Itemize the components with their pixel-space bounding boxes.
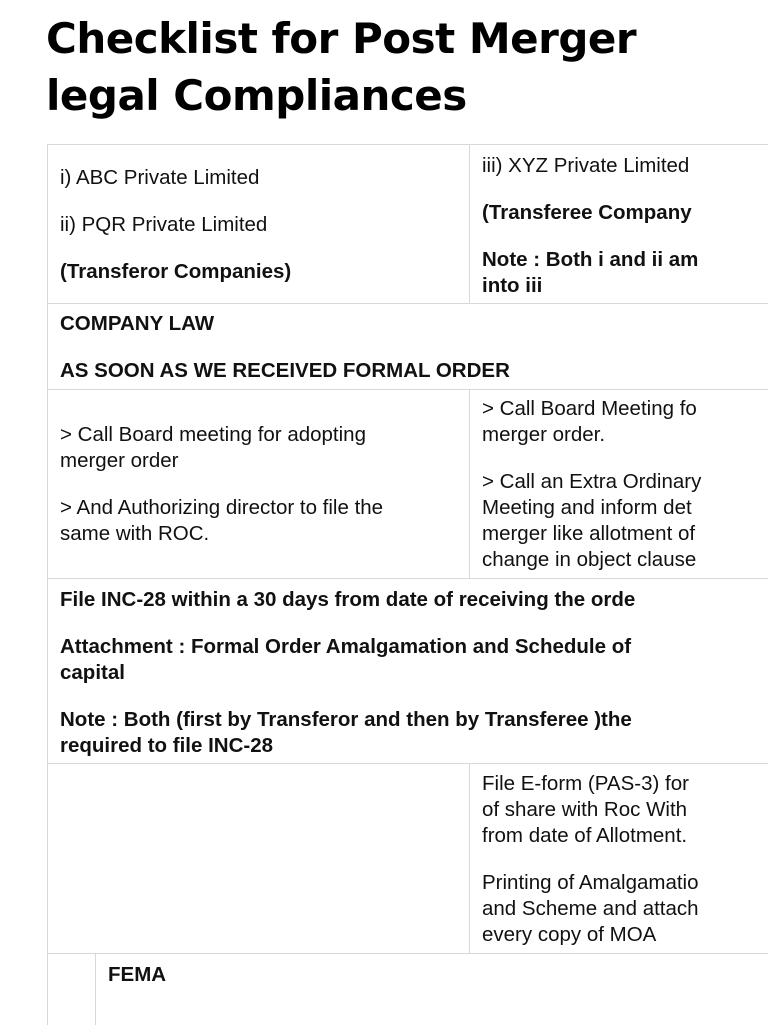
- board-meeting-item-cont: merger order: [60, 449, 179, 472]
- formal-order-subheading: AS SOON AS WE RECEIVED FORMAL ORDER: [60, 359, 510, 382]
- merger-note-line-1: Note : Both i and ii am: [482, 248, 699, 271]
- transferor-role-label: (Transferor Companies): [60, 260, 292, 283]
- inc28-attachment-line-2: capital: [60, 661, 125, 684]
- companies-row: [48, 145, 768, 304]
- fema-heading: FEMA: [108, 963, 167, 986]
- transferee-board-meeting-item: > Call Board Meeting fo: [482, 397, 697, 420]
- authorize-director-item-cont: same with ROC.: [60, 522, 210, 545]
- transferee-company: iii) XYZ Private Limited: [482, 154, 690, 177]
- company-law-heading: COMPANY LAW: [60, 312, 215, 335]
- checklist-table: [47, 144, 768, 1025]
- egm-item-line-1: > Call an Extra Ordinary: [482, 470, 702, 493]
- pas3-item-line-3: from date of Allotment.: [482, 824, 688, 847]
- moa-printing-line-1: Printing of Amalgamatio: [482, 871, 699, 894]
- egm-item-line-4: change in object clause: [482, 548, 697, 571]
- inc28-note-line-1: Note : Both (first by Transferor and then by Transferee )the: [60, 708, 632, 731]
- transferee-role-label: (Transferee Company: [482, 201, 692, 224]
- pas3-cell: [470, 764, 768, 953]
- inc28-row: [48, 579, 768, 764]
- transferee-actions-cell: [470, 390, 768, 578]
- inc28-note-line-2: required to file INC-28: [60, 734, 274, 757]
- pas3-item-line-2: of share with Roc With: [482, 798, 688, 821]
- transferor-actions-cell: [48, 390, 469, 578]
- transferee-cell: [470, 145, 768, 303]
- transferor-cell: [48, 145, 469, 303]
- inc28-filing-item: File INC-28 within a 30 days from date of receiving the orde: [60, 588, 636, 611]
- transferor-company-1: i) ABC Private Limited: [60, 166, 260, 189]
- egm-item-line-2: Meeting and inform det: [482, 496, 692, 519]
- moa-printing-line-2: and Scheme and attach: [482, 897, 699, 920]
- transferee-board-meeting-item-cont: merger order.: [482, 423, 606, 446]
- title-line-1: Checklist for Post Merger: [46, 14, 637, 63]
- inc28-cell: [48, 579, 768, 763]
- company-law-cell: [48, 304, 768, 389]
- company-law-row: [48, 304, 768, 390]
- merger-note-line-2: into iii: [482, 274, 543, 297]
- board-actions-row: [48, 390, 768, 579]
- board-meeting-item: > Call Board meeting for adopting: [60, 423, 366, 446]
- fema-indent-cell: [48, 954, 95, 1025]
- pas3-row: [48, 764, 768, 954]
- page-title: [46, 10, 746, 124]
- title-line-2: legal Compliances: [46, 71, 467, 120]
- egm-item-line-3: merger like allotment of: [482, 522, 696, 545]
- pas3-item-line-1: File E-form (PAS-3) for: [482, 772, 689, 795]
- fema-cell: [96, 954, 768, 1025]
- empty-transferor-cell: [48, 764, 469, 953]
- authorize-director-item: > And Authorizing director to file the: [60, 496, 384, 519]
- fema-row: [48, 954, 768, 1025]
- transferor-company-2: ii) PQR Private Limited: [60, 213, 268, 236]
- inc28-attachment-line-1: Attachment : Formal Order Amalgamation and Schedule of: [60, 635, 632, 658]
- moa-printing-line-3: every copy of MOA: [482, 923, 657, 946]
